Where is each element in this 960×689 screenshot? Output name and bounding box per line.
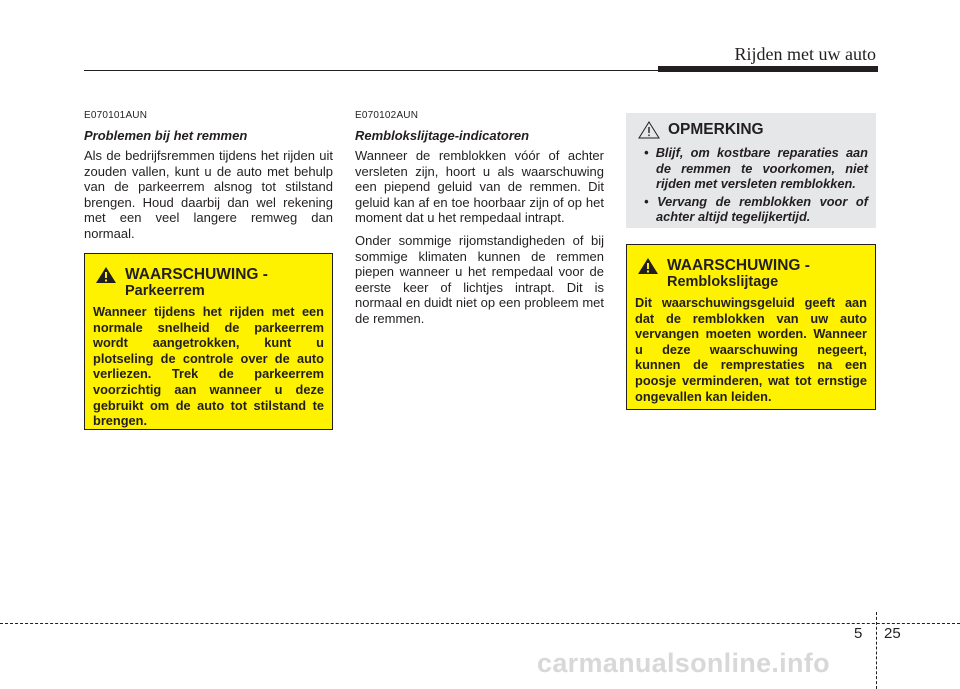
warning-header — [635, 257, 867, 291]
body-paragraph: Onder sommige rijomstandigheden of bij sommige klimaten kunnen de remmen piepen wanneer u het rempedaal voor de eerste keer of lichtjes intrapt. Dit is normaal en duidt niet op een probleem met de remmen. — [355, 232, 604, 326]
warning-triangle-icon — [637, 257, 659, 275]
warning-triangle-icon — [95, 266, 117, 284]
warning-box-remblokslijtage — [626, 244, 876, 410]
note-box — [626, 113, 876, 228]
warning-title: WAARSCHUWING - — [125, 266, 268, 283]
section-subhead: Problemen bij het remmen — [84, 128, 248, 143]
footer-rule — [0, 623, 960, 624]
note-list — [636, 145, 868, 225]
note-item: • Blijf, om kostbare reparaties aan de remmen te voorkomen, niet rijden met versleten remblokken. — [644, 145, 868, 192]
page-number: 25 — [884, 625, 901, 642]
warning-text: Wanneer tijdens het rijden met een normale snelheid de parkeerrem wordt aangetrokken, kunt u plotseling de controle over de auto verliezen. Trek de parkeerrem voorzichtig aan wanneer u deze gebruikt om de auto tot stilstand te brengen. — [93, 304, 324, 429]
warning-header — [93, 266, 324, 300]
middle-column — [355, 110, 604, 327]
watermark: carmanualsonline.info — [537, 648, 830, 678]
note-header — [636, 121, 868, 139]
header-bar — [658, 66, 878, 72]
left-column — [84, 110, 333, 242]
warning-title: WAARSCHUWING - — [667, 257, 810, 274]
section-code: E070101AUN — [84, 110, 148, 121]
section-title: Rijden met uw auto — [734, 44, 876, 64]
warning-subtitle: Parkeerrem — [125, 283, 205, 299]
note-title: OPMERKING — [668, 121, 764, 138]
header-rule — [84, 70, 658, 71]
footer-divider — [876, 612, 877, 689]
chapter-number: 5 — [854, 625, 863, 642]
section-subhead: Remblokslijtage-indicatoren — [355, 128, 530, 143]
section-code: E070102AUN — [355, 110, 419, 121]
body-paragraph: Wanneer de remblokken vóór of achter versleten zijn, hoort u als waarschuwing een piepend geluid van de remmen. Dit geluid kan af en toe hoorbaar zijn of op het moment dat u het rempedaal intrapt. — [355, 148, 604, 226]
warning-subtitle: Remblokslijtage — [667, 274, 779, 290]
caution-outline-icon — [638, 121, 660, 139]
note-item: • Vervang de remblokken voor of achter altijd tegelijkertijd. — [644, 193, 868, 225]
body-paragraph: Als de bedrijfsremmen tijdens het rijden uit zouden vallen, kunt u de auto met behulp van de parkeerrem alsnog tot stilstand brengen. Houd daarbij dan wel rekening met een veel langere remweg dan normaal. — [84, 148, 333, 241]
warning-text: Dit waarschuwingsgeluid geeft aan dat de remblokken van uw auto vervangen moeten worden. Wanneer u deze waarschuwing negeert, kunnen de remprestaties na een poosje verminderen, wat tot ernstige ongevallen kan leiden. — [635, 295, 867, 404]
warning-box-parkeerrem — [84, 253, 333, 430]
